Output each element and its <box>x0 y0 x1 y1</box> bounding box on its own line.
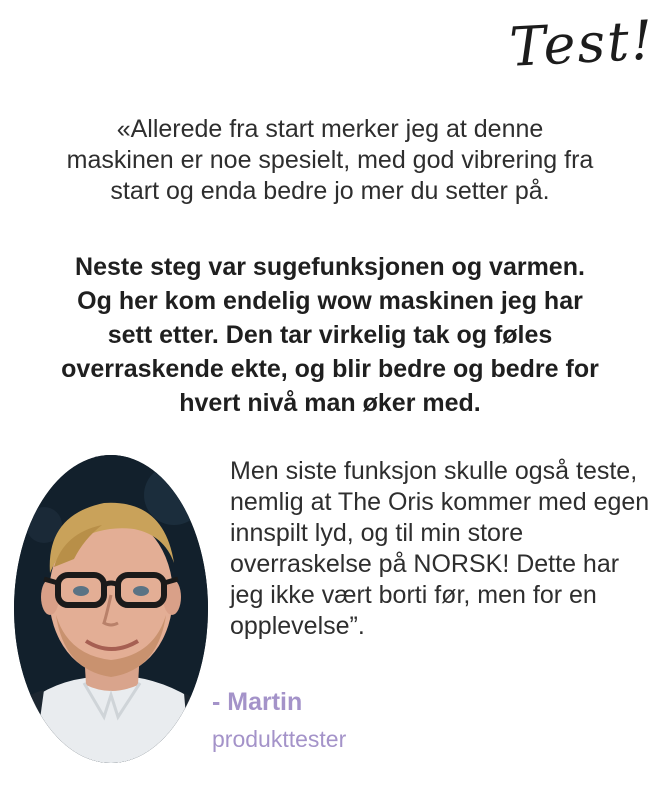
author-role: produkttester <box>212 726 347 752</box>
quote-ending: Men siste funksjon skulle også teste, nemlig at The Oris kommer med egen innspilt lyd, og til min store overraskelse på NORSK! Dette har jeg ikke vært borti før, men for en opplevelse”. <box>230 457 650 640</box>
quote-intro: «Allerede fra start merker jeg at denne maskinen er noe spesielt, med god vibrering fra start og enda bedre jo mer du setter på. <box>66 115 594 205</box>
quote-highlight: Neste steg var sugefunksjonen og varmen. Og her kom endelig wow maskinen jeg har sett etter. Den tar virkelig tak og føles overraskende ekte, og blir bedre og bedre for hvert nivå man øker med. <box>61 253 599 417</box>
author-name: - Martin <box>212 688 303 716</box>
test-stamp: Test! <box>508 8 657 79</box>
reviewer-photo <box>14 455 208 763</box>
